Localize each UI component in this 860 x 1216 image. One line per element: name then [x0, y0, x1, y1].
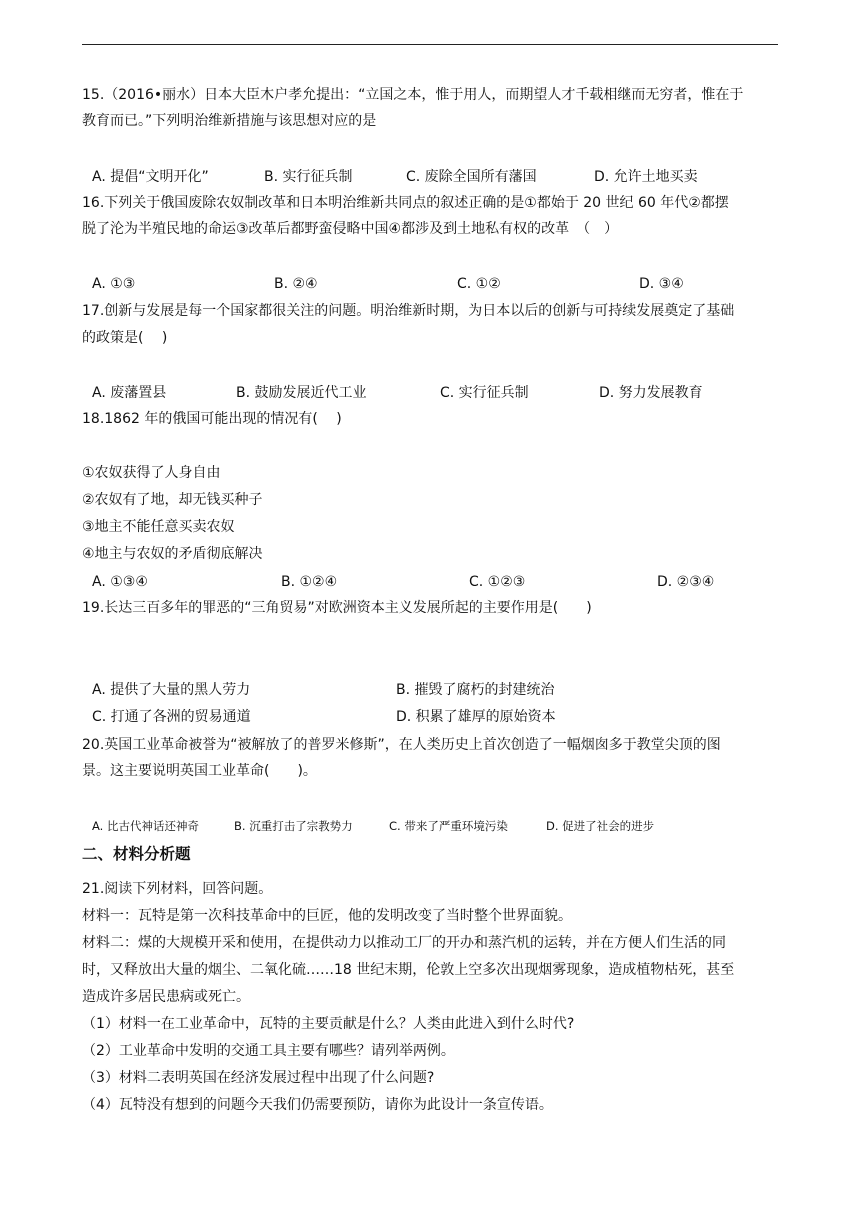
q17-option-d[interactable]: D. 努力发展教育: [599, 385, 703, 401]
q18-option-c[interactable]: C. ①②③: [469, 574, 526, 590]
q21-material2-line2: 时，又释放出大量的烟尘、二氧化硫……18 世纪末期，伦敦上空多次出现烟雾现象，造成植物枯死，甚至: [82, 962, 735, 978]
header-rule: [82, 44, 778, 45]
q15-option-d[interactable]: D. 允许土地买卖: [594, 169, 698, 185]
q20-stem-line1: 20.英国工业革命被誉为“被解放了的普罗米修斯”，在人类历史上首次创造了一幅烟囱多于教堂尖顶的图: [82, 737, 721, 753]
q17-stem-line1: 17.创新与发展是每一个国家都很关注的问题。明治维新时期，为日本以后的创新与可持续发展奠定了基础: [82, 303, 735, 319]
q18-item-3: ③地主不能任意买卖农奴: [82, 519, 235, 535]
q21-material2-line3: 造成许多居民患病或死亡。: [82, 989, 250, 1005]
q16-option-a[interactable]: A. ①③: [92, 276, 136, 292]
q15-option-c[interactable]: C. 废除全国所有藩国: [406, 169, 537, 185]
q16-stem-line2: 脱了沦为半殖民地的命运③改革后都野蛮侵略中国④都涉及到土地私有权的改革 （ ）: [82, 221, 619, 237]
q18-item-4: ④地主与农奴的矛盾彻底解决: [82, 546, 263, 562]
q20-stem-line2: 景。这主要说明英国工业革命( )。: [82, 763, 317, 779]
q17-option-c[interactable]: C. 实行征兵制: [440, 385, 529, 401]
q18-item-2: ②农奴有了地，却无钱买种子: [82, 492, 263, 508]
q21-question-3: （3）材料二表明英国在经济发展过程中出现了什么问题?: [82, 1070, 435, 1086]
q16-option-b[interactable]: B. ②④: [274, 276, 318, 292]
q18-option-a[interactable]: A. ①③④: [92, 574, 148, 590]
q18-option-b[interactable]: B. ①②④: [281, 574, 338, 590]
q21-material1: 材料一：瓦特是第一次科技革命中的巨匠，他的发明改变了当时整个世界面貌。: [82, 908, 572, 924]
q15-option-a[interactable]: A. 提倡“文明开化”: [92, 169, 209, 185]
q19-stem: 19.长达三百多年的罪恶的“三角贸易”对欧洲资本主义发展所起的主要作用是( ): [82, 600, 592, 616]
q21-material2-line1: 材料二：煤的大规模开采和使用，在提供动力以推动工厂的开办和蒸汽机的运转，并在方便人们生活的同: [82, 935, 726, 951]
q20-option-c[interactable]: C. 带来了严重环境污染: [389, 819, 508, 833]
q19-option-a[interactable]: A. 提供了大量的黑人劳力: [92, 682, 251, 698]
q20-option-b[interactable]: B. 沉重打击了宗教势力: [234, 819, 353, 833]
q16-stem-line1: 16.下列关于俄国废除农奴制改革和日本明治维新共同点的叙述正确的是①都始于 20 世纪 60 年代②都摆: [82, 195, 729, 211]
q17-stem-line2: 的政策是( ): [82, 330, 168, 346]
q21-question-4: （4）瓦特没有想到的问题今天我们仍需要预防，请你为此设计一条宣传语。: [82, 1097, 553, 1113]
q15-stem-line1: 15.（2016•丽水）日本大臣木户孝允提出：“立国之本，惟于用人，而期望人才千载相继而无穷者，惟在于: [82, 87, 744, 103]
q18-option-d[interactable]: D. ②③④: [657, 574, 715, 590]
q15-option-b[interactable]: B. 实行征兵制: [264, 169, 353, 185]
q21-question-2: （2）工业革命中发明的交通工具主要有哪些？请列举两例。: [82, 1043, 455, 1059]
q19-option-d[interactable]: D. 积累了雄厚的原始资本: [396, 709, 556, 725]
q20-option-d[interactable]: D. 促进了社会的进步: [546, 819, 655, 833]
q19-option-b[interactable]: B. 摧毁了腐朽的封建统治: [396, 682, 555, 698]
q21-intro: 21.阅读下列材料，回答问题。: [82, 881, 273, 897]
q18-stem: 18.1862 年的俄国可能出现的情况有( ): [82, 411, 342, 427]
q16-option-d[interactable]: D. ③④: [639, 276, 684, 292]
q17-option-b[interactable]: B. 鼓励发展近代工业: [236, 385, 367, 401]
q15-stem-line2: 教育而已。”下列明治维新措施与该思想对应的是: [82, 113, 377, 129]
q17-option-a[interactable]: A. 废藩置县: [92, 385, 167, 401]
q18-item-1: ①农奴获得了人身自由: [82, 465, 221, 481]
q16-option-c[interactable]: C. ①②: [457, 276, 501, 292]
q20-option-a[interactable]: A. 比古代神话还神奇: [92, 819, 199, 833]
q19-option-c[interactable]: C. 打通了各洲的贸易通道: [92, 709, 251, 725]
q21-question-1: （1）材料一在工业革命中，瓦特的主要贡献是什么？人类由此进入到什么时代?: [82, 1016, 575, 1032]
section-heading: 二、材料分析题: [82, 845, 191, 863]
